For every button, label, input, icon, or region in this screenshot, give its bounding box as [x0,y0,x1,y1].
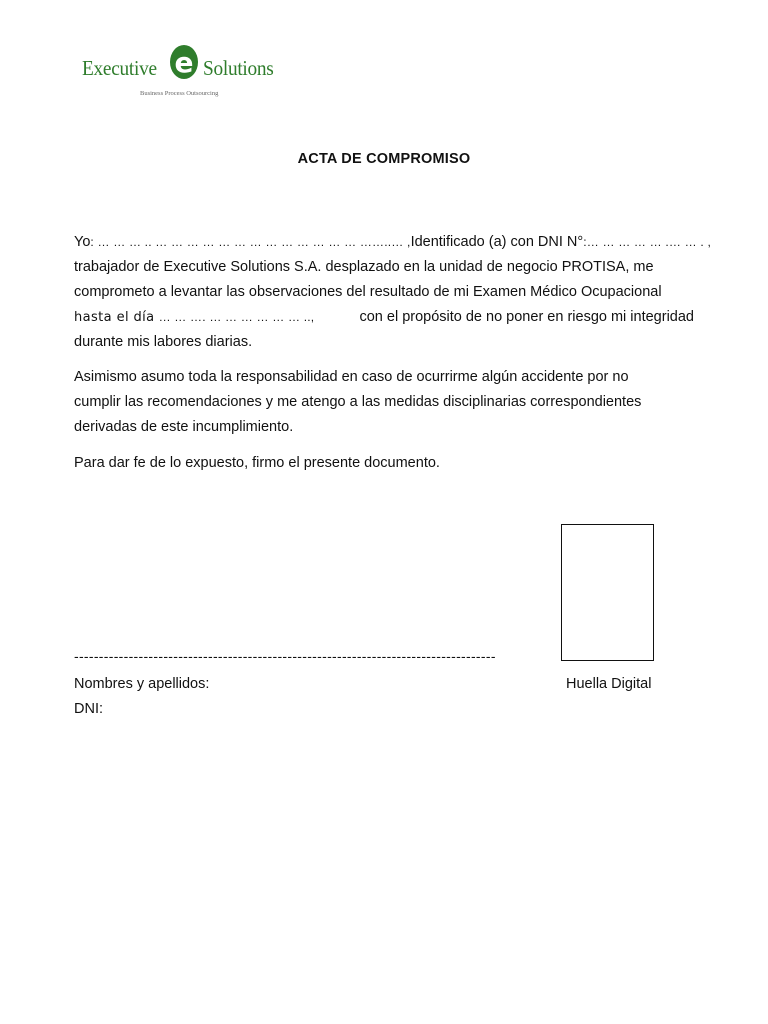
logo-tagline: Business Process Outsourcing [140,90,219,97]
document-title: ACTA DE COMPROMISO [297,151,471,167]
fingerprint-box [561,524,654,661]
logo-word-left: Executive [82,56,157,80]
paragraph-attestation: Para dar fe de lo expuesto, firmo el presente documento. [74,455,440,471]
paragraph-commitment [74,230,711,355]
fingerprint-label: Huella Digital [566,676,652,692]
paragraph1-line3 [74,280,694,305]
paragraph1-line4-rest: con el propósito de no poner en riesgo mi integridad [359,309,694,325]
dni-label: DNI: [74,701,103,717]
paragraph1-line5: durante mis labores diarias. [74,334,253,350]
paragraph2-line1 [74,365,694,390]
paragraph1-line2-text: trabajador de Executive Solutions S.A. desplazado en la unidad de negocio PROTISA, me [74,259,654,275]
paragraph1-line2 [74,255,694,280]
logo-word-right: Solutions [203,56,274,80]
paragraph1-line4 [74,305,694,330]
logo-e-mark [166,42,202,84]
yo-label: Yo [74,234,91,250]
paragraph2-line1-text: Asimismo asumo toda la responsabilidad en caso de ocurrirme algún accidente por no [74,369,629,385]
hasta-label: hasta el día [74,310,155,325]
company-logo [80,40,300,102]
dni-blank: :… … … … … .… … . , [583,235,711,249]
signature-line: ------------------------------------------------------------------------------------- [74,648,496,664]
paragraph1-line1 [74,230,711,255]
paragraph-responsibility [74,365,694,440]
name-blank: : … … … .. … … … … … … … … … … … … … ……..… , [90,235,411,249]
paragraph2-line2-text: cumplir las recomendaciones y me atengo a las medidas disciplinarias correspondientes [74,394,642,410]
paragraph1-line3-text: comprometo a levantar las observaciones del resultado de mi Examen Médico Ocupacional [74,284,662,300]
logo-mark-letter: e [174,46,194,79]
paragraph2-line3: derivadas de este incumplimiento. [74,419,294,435]
names-label: Nombres y apellidos: [74,676,210,692]
date-blank: … … …. … … … … … … .., [158,310,315,324]
identificado-label: Identificado (a) con DNI N° [410,234,584,250]
paragraph2-line2 [74,390,694,415]
